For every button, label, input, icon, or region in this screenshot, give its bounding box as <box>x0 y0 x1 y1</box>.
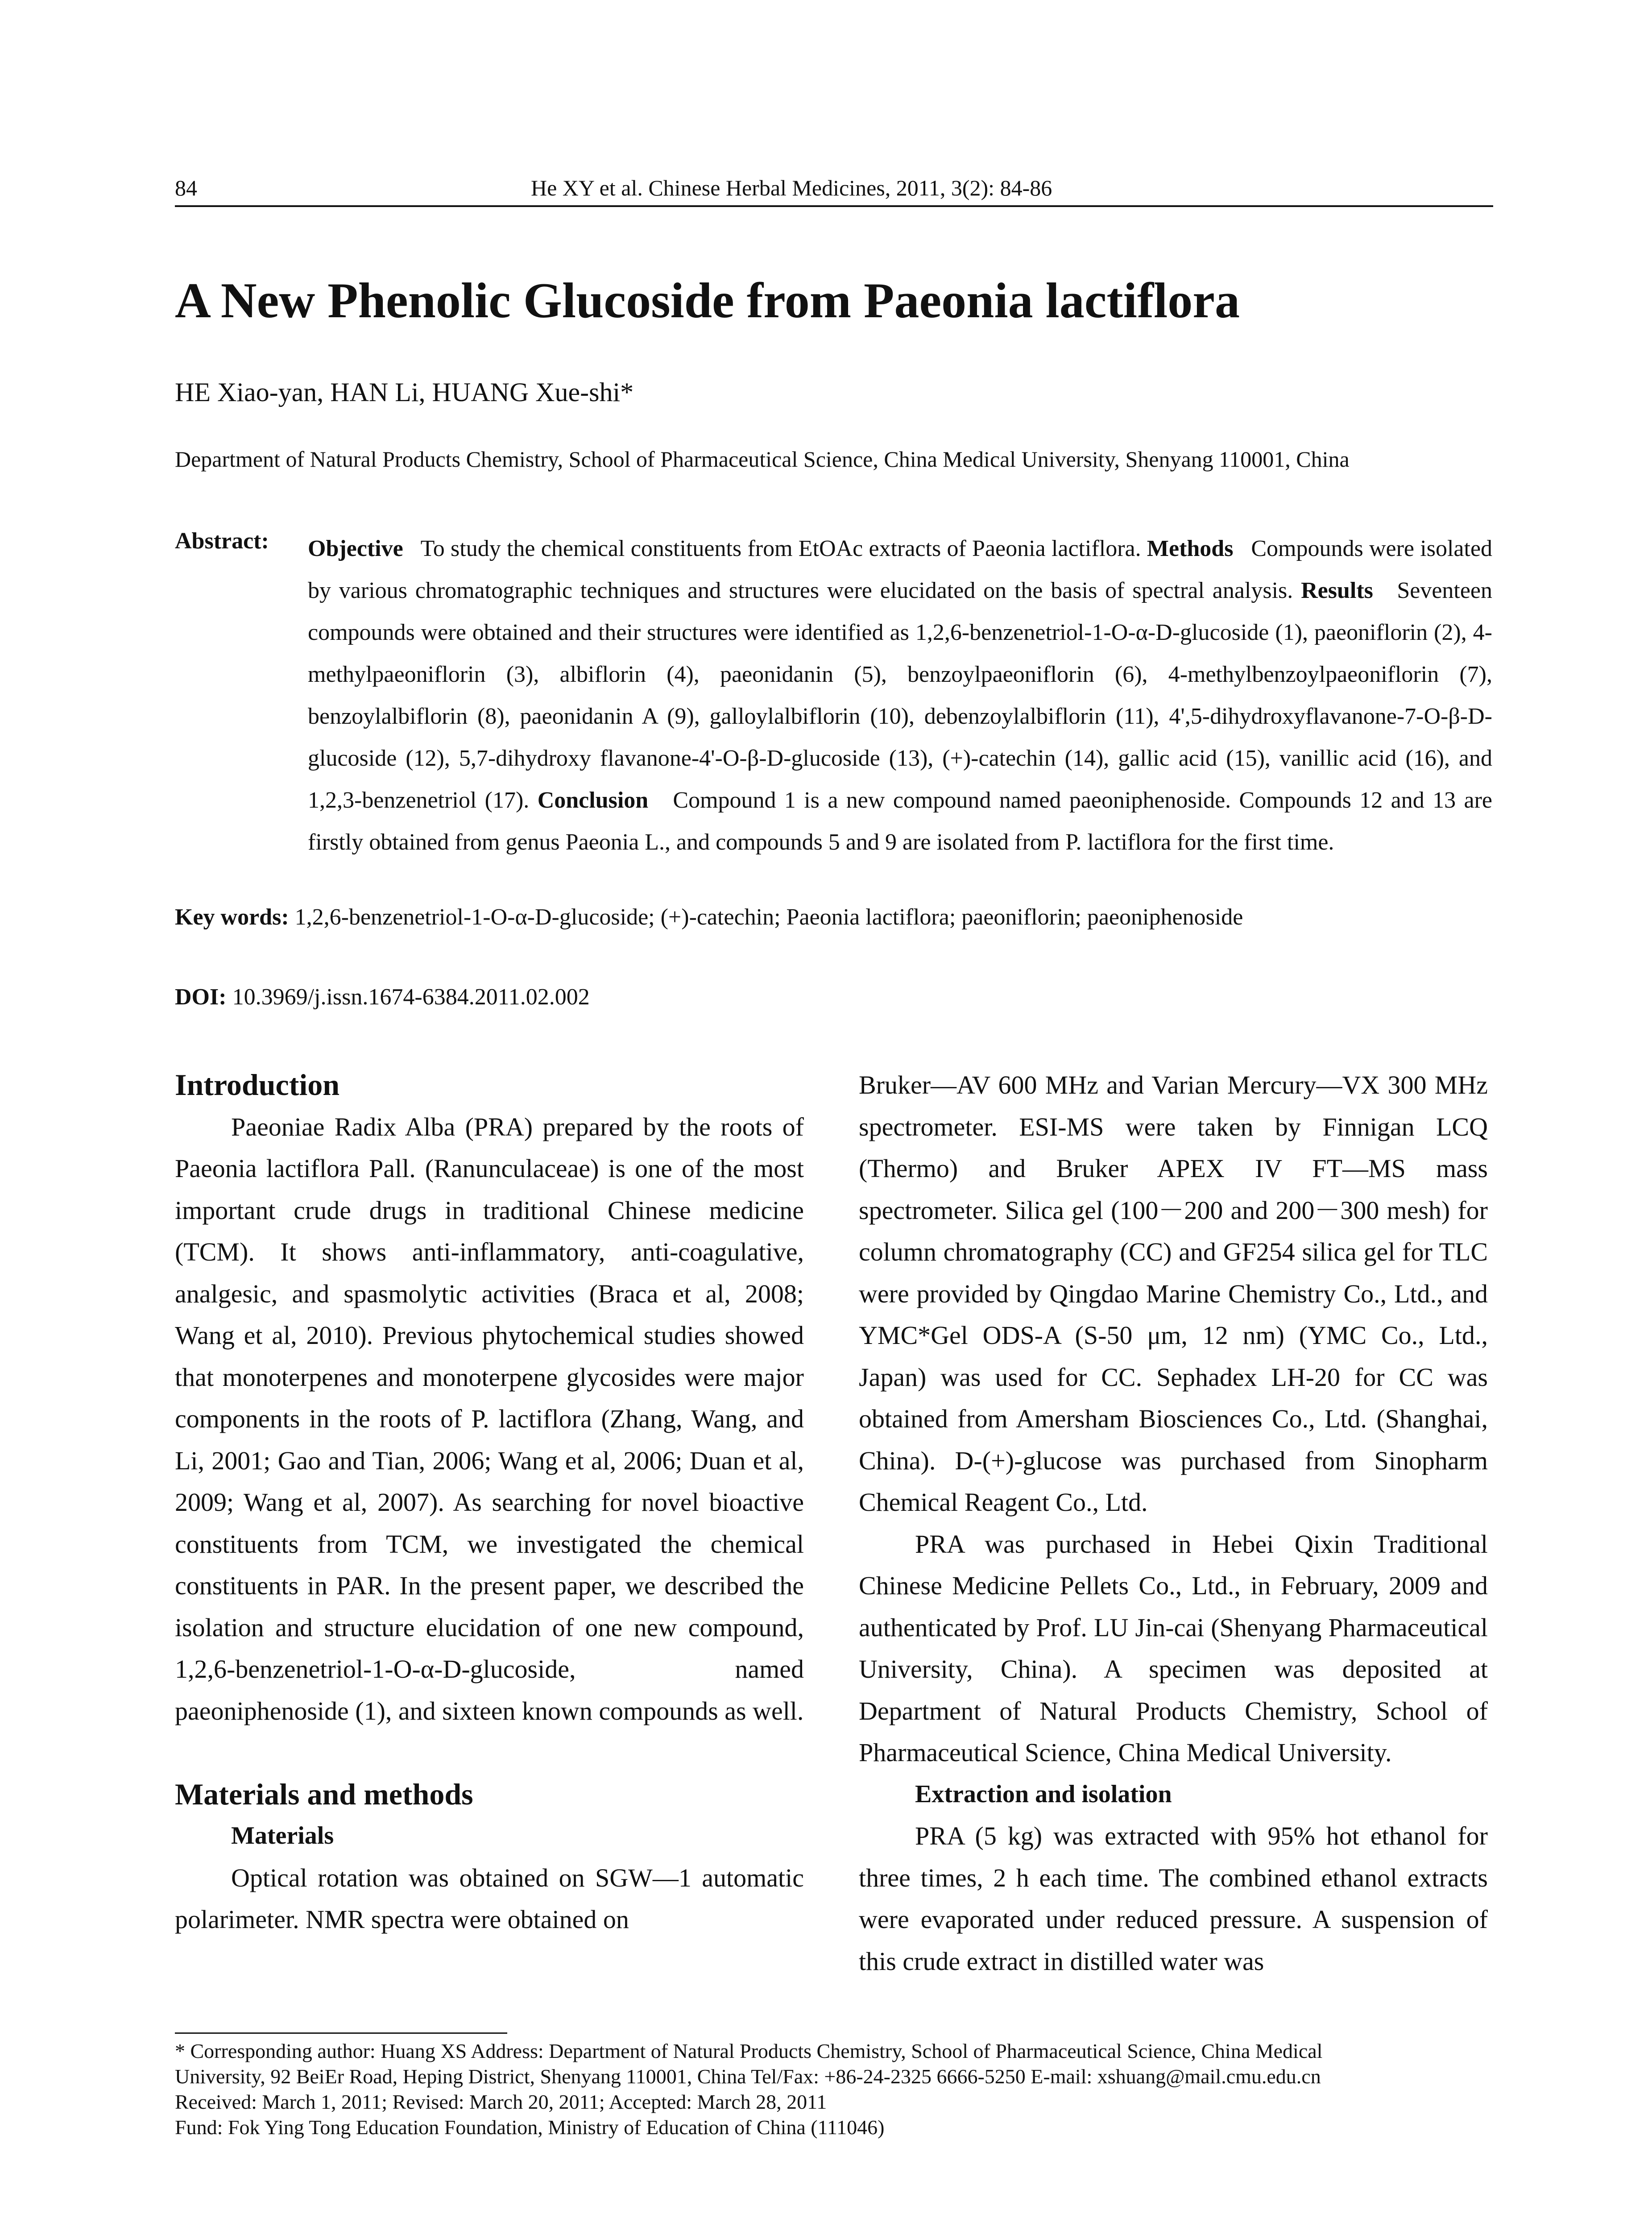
methods-label: Methods <box>1147 536 1234 561</box>
page-number: 84 <box>175 175 197 200</box>
objective-label: Objective <box>308 536 403 561</box>
subheading-materials: Materials <box>231 1822 334 1849</box>
materials-paragraph-left: Optical rotation was obtained on SGW—1 automatic polarimeter. NMR spectra were obtained on <box>175 1863 804 1934</box>
footnote-address-contact: University, 92 BeiEr Road, Heping District, Shenyang 110001, China Tel/Fax: +86-24-2325 6666-5250 E-mail: xshuang@mail.cmu.edu.cn <box>175 2065 1321 2088</box>
results-text: Seventeen compounds were obtained and their structures were identified as 1,2,6-benzenetriol-1-O-α-D-glucoside (1), paeoniflorin (2), 4-methylpaeoniflorin (3), albiflorin (4), paeonidanin (5), benzoylpaeoniflorin (6), 4-methylbenzoylpaeoniflorin (7), benzoylalbiflorin (8), paeonidanin A (9), galloylalbiflorin (10), debenzoylalbiflorin (11), 4',5-dihydroxyflavanone-7-O-β-D-glucoside (12), 5,7-dihydroxy flavanone-4'-O-β-D-glucoside (13), (+)-catechin (14), gallic acid (15), vanillic acid (16), and 1,2,3-benzenetriol (17). <box>308 578 1492 813</box>
pra-paragraph: PRA was purchased in Hebei Qixin Traditional Chinese Medicine Pellets Co., Ltd., in February, 2009 and authenticated by Prof. LU Jin-cai (Shenyang Pharmaceutical University, China). A specimen was deposited at Department of Natural Products Chemistry, School of Pharmaceutical Science, China Medical University. <box>859 1529 1488 1767</box>
section-heading-materials-methods: Materials and methods <box>175 1777 473 1811</box>
abstract-body <box>308 528 1492 863</box>
doi-link[interactable]: 10.3969/j.issn.1674-6384.2011.02.002 <box>232 984 590 1010</box>
footnote-dates: Received: March 1, 2011; Revised: March 20, 2011; Accepted: March 28, 2011 <box>175 2090 827 2113</box>
objective-text: To study the chemical constituents from EtOAc extracts of Paeonia lactiflora. <box>420 536 1141 561</box>
paper-title: A New Phenolic Glucoside from Paeonia lactiflora <box>175 273 1240 328</box>
affiliation: Department of Natural Products Chemistry, School of Pharmaceutical Science, China Medical University, Shenyang 110001, China <box>175 447 1350 472</box>
materials-paragraph-right: Bruker—AV 600 MHz and Varian Mercury—VX 300 MHz spectrometer. ESI-MS were taken by Finnigan LCQ (Thermo) and Bruker APEX IV FT—MS mass spectrometer. Silica gel (100－200 and 200－300 mesh) for column chromatography (CC) and GF254 silica gel for TLC were provided by Qingdao Marine Chemistry Co., Ltd., and YMC*Gel ODS-A (S-50 μm, 12 nm) (YMC Co., Ltd., Japan) was used for CC. Sephadex LH-20 for CC was obtained from Amersham Biosciences Co., Ltd. (Shanghai, China). D-(+)-glucose was purchased from Sinopharm Chemical Reagent Co., Ltd. <box>859 1070 1488 1517</box>
header-rule <box>175 205 1493 207</box>
intro-paragraph: Paeoniae Radix Alba (PRA) prepared by the roots of Paeonia lactiflora Pall. (Ranunculaceae) is one of the most important crude drugs in traditional Chinese medicine (TCM). It shows anti-inflammatory, anti-coagulative, analgesic, and spasmolytic activities (Braca et al, 2008; Wang et al, 2010). Previous phytochemical studies showed that monoterpenes and monoterpene glycosides were major components in the roots of P. lactiflora (Zhang, Wang, and Li, 2001; Gao and Tian, 2006; Wang et al, 2006; Duan et al, 2009; Wang et al, 2007). As searching for novel bioactive constituents from TCM, we investigated the chemical constituents in PAR. In the present paper, we described the isolation and structure elucidation of one new compound, 1,2,6-benzenetriol-1-O-α-D-glucoside, named paeoniphenoside (1), and sixteen known compounds as well. <box>175 1112 804 1725</box>
conclusion-text: Compound 1 is a new compound named paeoniphenoside. Compounds 12 and 13 are firstly obtained from genus Paeonia L., and compounds 5 and 9 are isolated from P. lactiflora for the first time. <box>308 788 1493 855</box>
keywords-text: 1,2,6-benzenetriol-1-O-α-D-glucoside; (+)-catechin; Paeonia lactiflora; paeoniflorin; paeoniphenoside <box>294 904 1243 930</box>
running-header-citation: He XY et al. Chinese Herbal Medicines, 2011, 3(2): 84-86 <box>531 175 1052 200</box>
keywords-label: Key words: <box>175 904 289 930</box>
footnote-corresponding-author: * Corresponding author: Huang XS Address: Department of Natural Products Chemistry, School of Pharmaceutical Science, China Medical <box>175 2040 1323 2062</box>
footnote-fund: Fund: Fok Ying Tong Education Foundation, Ministry of Education of China (111046) <box>175 2116 885 2139</box>
right-column <box>859 1064 1488 1982</box>
abstract-label: Abstract: <box>175 528 269 554</box>
doi <box>175 984 590 1010</box>
footnote-rule <box>175 2032 507 2034</box>
section-heading-introduction: Introduction <box>175 1068 340 1102</box>
doi-label: DOI: <box>175 984 227 1010</box>
left-column <box>175 1064 804 1941</box>
conclusion-label: Conclusion <box>537 788 649 813</box>
results-label: Results <box>1301 578 1373 603</box>
author-list: HE Xiao-yan, HAN Li, HUANG Xue-shi* <box>175 377 634 407</box>
methods-text: Compounds were isolated by various chromatographic techniques and structures were elucidated on the basis of spectral analysis. <box>308 536 1493 603</box>
subheading-extraction: Extraction and isolation <box>915 1780 1172 1808</box>
footnotes <box>175 2038 1493 2140</box>
keywords <box>175 904 1243 930</box>
extraction-paragraph: PRA (5 kg) was extracted with 95% hot ethanol for three times, 2 h each time. The combined ethanol extracts were evaporated under reduced pressure. A suspension of this crude extract in distilled water was <box>859 1821 1488 1976</box>
